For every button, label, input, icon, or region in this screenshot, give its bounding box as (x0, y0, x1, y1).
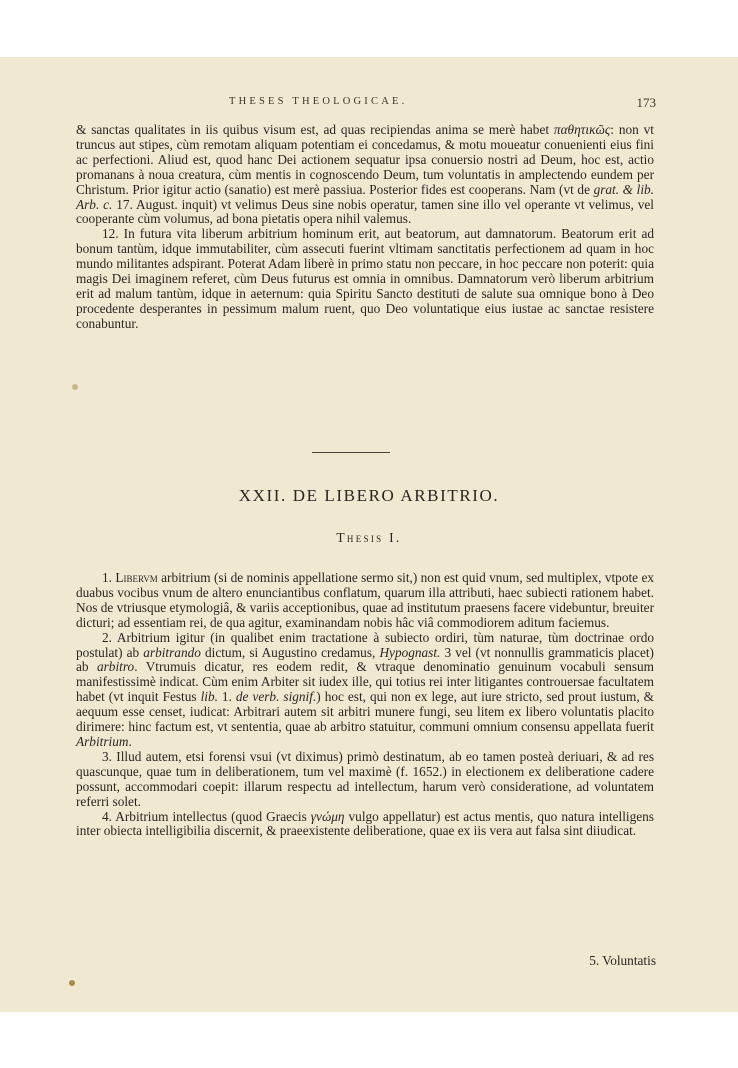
ink-spot (72, 384, 78, 390)
paragraph: 2. Arbitrium igitur (in qualibet enim tractatione à subiecto ordiri, tùm naturae, tùm doctrinae ordo postulat) ab arbitrando dictum, si Augustino credamus, Hypognast. 3 vel (vt nonnullis grammaticis placet) ab arbitro. Vtrumuis dicatur, res eodem redit, & vtraque denominatio genuinum vocabuli sensum manifestissimè indicat. Cùm enim Arbiter sit iudex ille, qui totius rei inter litigantes controuersae facultatem habet (vt inquit Festus lib. 1. de verb. signif.) hoc est, qui non ex lege, aut iure stricto, sed prout iustum, & aequum esse censet, iudicat: Arbitrari autem sit arbitri munere fungi, seu litem ex libero voluntatis placito dirimere: hinc factum est, vt sententia, quae ab arbitro statuitur, communi omnium consensu appellata fuerit Arbitrium. (76, 629, 655, 749)
thesis-title: Thesis I. (336, 530, 402, 545)
paragraph: & sanctas qualitates in iis quibus visum est, ad quas recipiendas anima se merè habet παθητικῶς: non vt truncus aut stipes, cùm remotam aliquam potentiam ei concedamus, & motu moueatur conuenienti eius fini ac perfectioni. Aliud est, quod hanc Dei actionem sequatur ipsa conuersio nostri ad Deum, hoc est, actio promanans à noua creatura, cùm mentis in cognoscendo Deum, tum voluntatis in amplectendo eundem per Christum. Prior igitur actio (sanatio) est merè passiua. Posterior fides est cooperans. Nam (vt de grat. & lib. Arb. c. 17. August. inquit) vt velimus Deus sine nobis operatur, tamen sine illo vel operante vt velimus, vel cooperante cùm volumus, ad bona pietatis opera nihil valemus. (76, 122, 654, 227)
paragraph: 3. Illud autem, etsi forensi vsui (vt diximus) primò destinatum, ab eo tamen posteà deriuari, & ad res quascunque, quae tum in deliberationem, tum vel maximè (f. 1652.) in electionem ex deliberatione cadere possunt, accommodari coepit: illarum respectu ad intellectum, harum verò consideratione, ad voluntatem referri solet. (76, 748, 654, 809)
chapter-title: XXII. DE LIBERO ARBITRIO. (238, 486, 500, 505)
text-block-top (76, 123, 654, 332)
paragraph: 1. Libervm arbitrium (si de nominis appellatione sermo sit,) non est quid vnum, sed multiplex, vtpote ex duabus vocibus vnum de altero enunciantibus conflatum, quarum illa attributi, haec subiecti rationem habet. Nos de vtriusque etymologiâ, & variis acceptionibus, quae ad institutum praesens facere videbuntur, breuiter dicturi; ad essentiam rei, de qua agitur, examinandam nobis hâc viâ commodiorem aditum faciemus. (76, 570, 654, 630)
page-number: 173 (636, 95, 656, 110)
running-title: THESES THEOLOGICAE. (229, 96, 408, 107)
paragraph: 12. In futura vita liberum arbitrium hominum erit, aut beatorum, aut damnatorum. Beatorum erit ad bonum tantùm, idque immutabiliter, cùm assecuti fuerint vltimam sanctitatis perfectionem ad quam in hoc mundo militantes adspirant. Poterat Adam liberè in primo statu non peccare, in hoc peccare non poterit: quia magis Dei imaginem referet, cùm Deus futurus est omnia in omnibus. Damnatorum verò liberum arbitrium erit ad malum tantùm, idque in aeternum: quia Spiritu Sancto destituti de salute sua omnique bono à Deo procedente desperantes in pessimum malum ruent, quo Deo voluntatique eius iustae ac sanctae resistere conabuntur. (76, 226, 654, 331)
ink-spot (69, 980, 75, 986)
catchword: 5. Voluntatis (589, 953, 656, 968)
text-block-bottom (76, 571, 654, 839)
paragraph: 4. Arbitrium intellectus (quod Graecis γνώμη vulgo appellatur) est actus mentis, quo natura intelligens inter obiecta intelligibilia discernit, & praeexistente deliberatione, quae ex iis vera aut falsa sint diiudicat. (76, 808, 654, 839)
page-header (0, 96, 738, 112)
section-divider (312, 452, 390, 453)
